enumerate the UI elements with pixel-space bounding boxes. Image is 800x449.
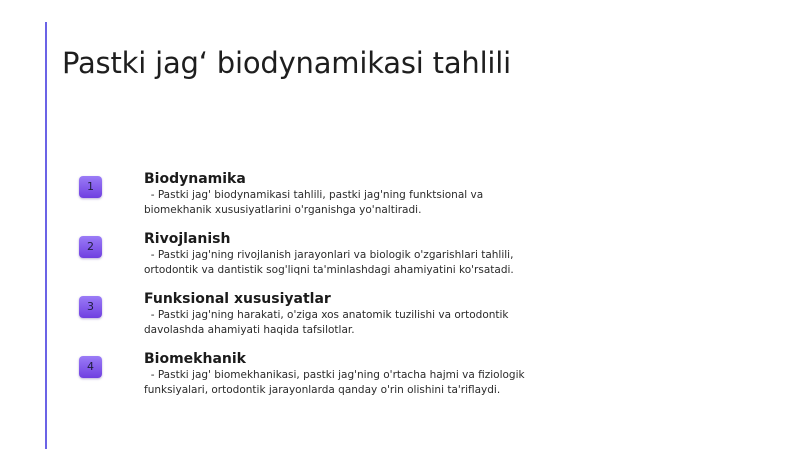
number-badge: 1 bbox=[79, 176, 102, 198]
item-title: Funksional xususiyatlar bbox=[144, 291, 331, 307]
number-badge: 2 bbox=[79, 236, 102, 258]
number-badge: 3 bbox=[79, 296, 102, 318]
item-description: - Pastki jag' biodynamikasi tahlili, pastki jag'ning funktsional va biomekhanik xususiyatlarini o'rganishga yo'naltiradi. bbox=[144, 189, 487, 216]
item-title: Biomekhanik bbox=[144, 351, 246, 367]
item-description: - Pastki jag'ning rivojlanish jarayonlari va biologik o'zgarishlari tahlili, ortodontik va dantistik sog'liqni ta'minlashdagi ahamiyatini ko'rsatadi. bbox=[144, 249, 517, 276]
item-title: Rivojlanish bbox=[144, 231, 231, 247]
number-badge: 4 bbox=[79, 356, 102, 378]
item-description: - Pastki jag'ning harakati, o'ziga xos anatomik tuzilishi va ortodontik davolashda ahamiyati haqida tafsilotlar. bbox=[144, 309, 512, 336]
slide-title: Pastki jag‘ biodynamikasi tahlili bbox=[62, 46, 512, 80]
item-description: - Pastki jag' biomekhanikasi, pastki jag'ning o'rtacha hajmi va fiziologik funksiyalari, ortodontik jarayonlarda qanday o'rin olishini ta'riflaydi. bbox=[144, 369, 528, 396]
item-title: Biodynamika bbox=[144, 171, 246, 187]
